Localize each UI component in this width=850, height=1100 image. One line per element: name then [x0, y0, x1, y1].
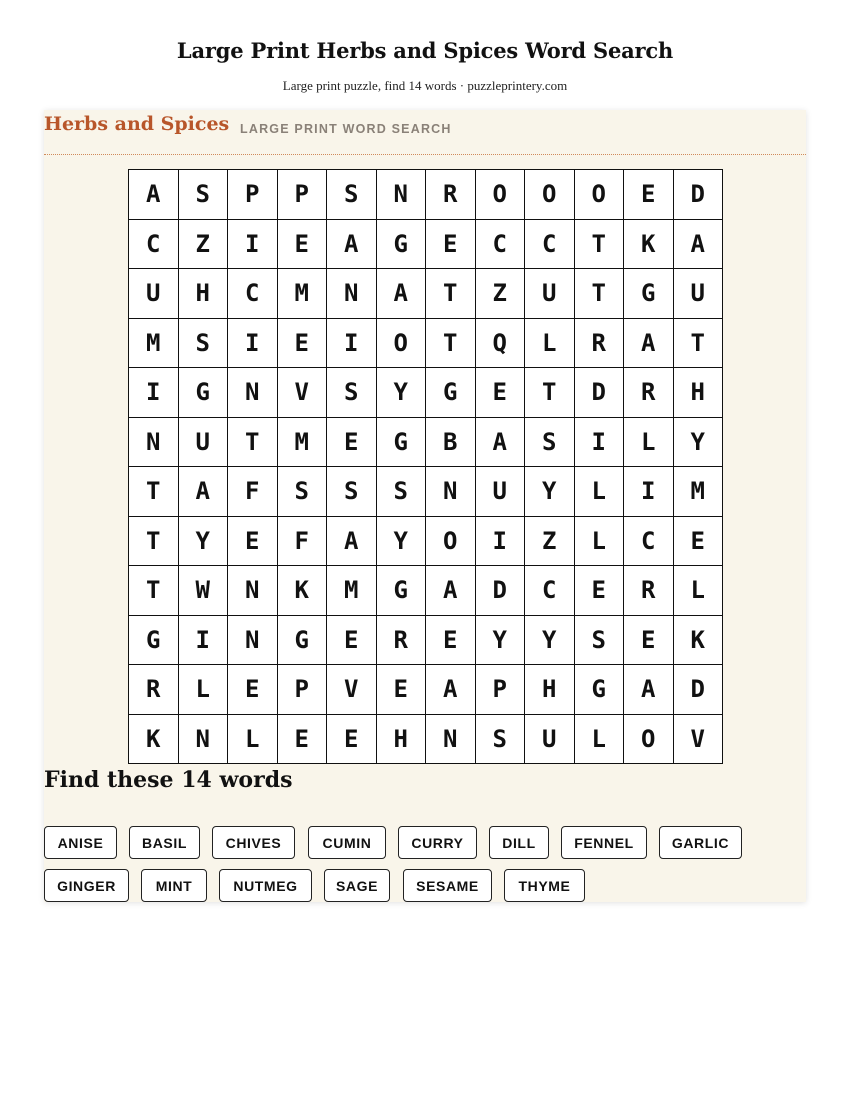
- grid-cell[interactable]: D: [674, 170, 724, 220]
- grid-cell[interactable]: E: [278, 319, 328, 369]
- grid-cell[interactable]: Y: [476, 616, 526, 666]
- grid-cell[interactable]: U: [525, 715, 575, 765]
- grid-cell[interactable]: C: [476, 220, 526, 270]
- letter-grid: [128, 169, 723, 764]
- word-chip: GARLIC: [659, 826, 742, 859]
- card-header: [44, 110, 806, 155]
- grid-cell[interactable]: T: [525, 368, 575, 418]
- grid-cell[interactable]: S: [476, 715, 526, 765]
- grid-cell[interactable]: L: [575, 715, 625, 765]
- grid-cell[interactable]: A: [327, 517, 377, 567]
- grid-cell[interactable]: V: [278, 368, 328, 418]
- grid-cell[interactable]: I: [476, 517, 526, 567]
- grid-cell[interactable]: T: [674, 319, 724, 369]
- grid-cell[interactable]: T: [575, 269, 625, 319]
- grid-cell[interactable]: E: [624, 616, 674, 666]
- grid-cell[interactable]: P: [278, 170, 328, 220]
- grid-cell[interactable]: D: [674, 665, 724, 715]
- grid-cell[interactable]: I: [624, 467, 674, 517]
- page-title: Large Print Herbs and Spices Word Search: [176, 38, 674, 63]
- grid-cell[interactable]: E: [624, 170, 674, 220]
- grid-cell[interactable]: R: [575, 319, 625, 369]
- word-chip: ANISE: [44, 826, 117, 859]
- grid-cell[interactable]: E: [228, 665, 278, 715]
- grid-cell[interactable]: P: [476, 665, 526, 715]
- grid-cell[interactable]: Y: [525, 616, 575, 666]
- grid-cell[interactable]: G: [377, 566, 427, 616]
- grid-cell[interactable]: T: [228, 418, 278, 468]
- grid-cell[interactable]: L: [575, 517, 625, 567]
- grid-cell[interactable]: E: [228, 517, 278, 567]
- grid-cell[interactable]: F: [228, 467, 278, 517]
- grid-cell[interactable]: M: [278, 418, 328, 468]
- grid-cell[interactable]: R: [624, 368, 674, 418]
- grid-cell[interactable]: E: [674, 517, 724, 567]
- grid-cell[interactable]: E: [327, 418, 377, 468]
- grid-cell[interactable]: E: [278, 220, 328, 270]
- grid-cell[interactable]: N: [179, 715, 229, 765]
- grid-cell[interactable]: N: [426, 467, 476, 517]
- grid-cell[interactable]: E: [327, 715, 377, 765]
- word-chip: GINGER: [44, 869, 129, 902]
- grid-cell[interactable]: M: [674, 467, 724, 517]
- card-title: Herbs and Spices: [44, 113, 230, 135]
- grid-cell[interactable]: N: [129, 418, 179, 468]
- grid-cell[interactable]: Z: [525, 517, 575, 567]
- grid-cell[interactable]: I: [228, 220, 278, 270]
- grid-cell[interactable]: A: [624, 319, 674, 369]
- grid-cell[interactable]: H: [525, 665, 575, 715]
- grid-cell[interactable]: Z: [476, 269, 526, 319]
- grid-cell[interactable]: G: [377, 418, 427, 468]
- grid-cell[interactable]: K: [624, 220, 674, 270]
- grid-cell[interactable]: N: [426, 715, 476, 765]
- word-chip: THYME: [504, 869, 585, 902]
- grid-cell[interactable]: N: [327, 269, 377, 319]
- grid-cell[interactable]: S: [327, 368, 377, 418]
- grid-cell[interactable]: K: [129, 715, 179, 765]
- grid-cell[interactable]: S: [575, 616, 625, 666]
- grid-cell[interactable]: Y: [377, 517, 427, 567]
- grid-cell[interactable]: Q: [476, 319, 526, 369]
- grid-cell[interactable]: S: [179, 319, 229, 369]
- grid-cell[interactable]: H: [377, 715, 427, 765]
- word-chip: CHIVES: [212, 826, 295, 859]
- grid-cell[interactable]: P: [228, 170, 278, 220]
- grid-cell[interactable]: A: [674, 220, 724, 270]
- word-chip: SAGE: [324, 869, 390, 902]
- word-chip: MINT: [141, 869, 207, 902]
- word-chip: CUMIN: [308, 826, 386, 859]
- grid-cell[interactable]: S: [525, 418, 575, 468]
- grid-cell[interactable]: E: [476, 368, 526, 418]
- grid-cell[interactable]: E: [278, 715, 328, 765]
- grid-cell[interactable]: U: [674, 269, 724, 319]
- grid-cell[interactable]: G: [575, 665, 625, 715]
- grid-cell[interactable]: A: [179, 467, 229, 517]
- grid-cell[interactable]: M: [129, 319, 179, 369]
- page-subtitle: Large print puzzle, find 14 words · puzzleprintery.com: [282, 78, 568, 93]
- grid-cell[interactable]: L: [179, 665, 229, 715]
- grid-cell[interactable]: M: [278, 269, 328, 319]
- grid-cell[interactable]: B: [426, 418, 476, 468]
- word-chip: DILL: [489, 826, 549, 859]
- grid-cell[interactable]: C: [525, 220, 575, 270]
- grid-cell[interactable]: R: [624, 566, 674, 616]
- grid-cell[interactable]: F: [278, 517, 328, 567]
- card-kicker: LARGE PRINT WORD SEARCH: [240, 122, 452, 136]
- grid-cell[interactable]: L: [674, 566, 724, 616]
- grid-cell[interactable]: D: [476, 566, 526, 616]
- grid-cell[interactable]: I: [129, 368, 179, 418]
- grid-cell[interactable]: P: [278, 665, 328, 715]
- grid-cell[interactable]: H: [179, 269, 229, 319]
- grid-cell[interactable]: O: [476, 170, 526, 220]
- grid-cell[interactable]: U: [476, 467, 526, 517]
- grid-cell[interactable]: O: [525, 170, 575, 220]
- grid-cell[interactable]: S: [327, 467, 377, 517]
- grid-cell[interactable]: U: [179, 418, 229, 468]
- grid-cell[interactable]: N: [228, 368, 278, 418]
- grid-cell[interactable]: A: [476, 418, 526, 468]
- grid-cell[interactable]: A: [426, 566, 476, 616]
- grid-cell[interactable]: I: [228, 319, 278, 369]
- grid-cell[interactable]: V: [327, 665, 377, 715]
- grid-cell[interactable]: O: [426, 517, 476, 567]
- word-chip: FENNEL: [561, 826, 647, 859]
- grid-cell[interactable]: E: [575, 566, 625, 616]
- grid-cell[interactable]: D: [575, 368, 625, 418]
- grid-cell[interactable]: O: [377, 319, 427, 369]
- grid-cell[interactable]: G: [377, 220, 427, 270]
- grid-cell[interactable]: L: [624, 418, 674, 468]
- word-list-heading: Find these 14 words: [44, 767, 293, 793]
- grid-cell[interactable]: N: [228, 566, 278, 616]
- grid-cell[interactable]: M: [327, 566, 377, 616]
- word-chip: SESAME: [403, 869, 492, 902]
- grid-cell[interactable]: A: [327, 220, 377, 270]
- grid-cell[interactable]: T: [129, 566, 179, 616]
- grid-cell[interactable]: Y: [525, 467, 575, 517]
- grid-cell[interactable]: I: [179, 616, 229, 666]
- grid-cell[interactable]: Y: [377, 368, 427, 418]
- grid-cell[interactable]: G: [129, 616, 179, 666]
- grid-cell[interactable]: N: [377, 170, 427, 220]
- grid-cell[interactable]: U: [129, 269, 179, 319]
- grid-cell[interactable]: K: [674, 616, 724, 666]
- grid-cell[interactable]: C: [525, 566, 575, 616]
- grid-cell[interactable]: S: [278, 467, 328, 517]
- grid-cell[interactable]: C: [624, 517, 674, 567]
- grid-cell[interactable]: A: [377, 269, 427, 319]
- grid-cell[interactable]: W: [179, 566, 229, 616]
- grid-cell[interactable]: T: [426, 269, 476, 319]
- grid-cell[interactable]: H: [674, 368, 724, 418]
- grid-cell[interactable]: I: [327, 319, 377, 369]
- grid-cell[interactable]: G: [179, 368, 229, 418]
- grid-cell[interactable]: T: [129, 517, 179, 567]
- grid-cell[interactable]: Z: [179, 220, 229, 270]
- grid-cell[interactable]: U: [525, 269, 575, 319]
- grid-cell[interactable]: L: [575, 467, 625, 517]
- grid-cell[interactable]: G: [624, 269, 674, 319]
- grid-cell[interactable]: R: [377, 616, 427, 666]
- grid-cell[interactable]: A: [426, 665, 476, 715]
- grid-cell[interactable]: O: [624, 715, 674, 765]
- grid-cell[interactable]: I: [575, 418, 625, 468]
- grid-cell[interactable]: Y: [179, 517, 229, 567]
- grid-cell[interactable]: K: [278, 566, 328, 616]
- grid-cell[interactable]: C: [228, 269, 278, 319]
- grid-cell[interactable]: S: [179, 170, 229, 220]
- grid-cell[interactable]: L: [228, 715, 278, 765]
- grid-cell[interactable]: E: [327, 616, 377, 666]
- grid-cell[interactable]: S: [327, 170, 377, 220]
- grid-cell[interactable]: E: [377, 665, 427, 715]
- puzzle-card: [44, 110, 806, 902]
- grid-cell[interactable]: A: [624, 665, 674, 715]
- grid-cell[interactable]: T: [426, 319, 476, 369]
- word-chip: NUTMEG: [219, 869, 312, 902]
- grid-cell[interactable]: N: [228, 616, 278, 666]
- grid-cell[interactable]: Y: [674, 418, 724, 468]
- grid-cell[interactable]: A: [129, 170, 179, 220]
- grid-cell[interactable]: G: [426, 368, 476, 418]
- grid-cell[interactable]: E: [426, 616, 476, 666]
- grid-cell[interactable]: T: [575, 220, 625, 270]
- grid-cell[interactable]: V: [674, 715, 724, 765]
- grid-cell[interactable]: S: [377, 467, 427, 517]
- word-chip: CURRY: [398, 826, 477, 859]
- grid-cell[interactable]: T: [129, 467, 179, 517]
- grid-cell[interactable]: E: [426, 220, 476, 270]
- grid-cell[interactable]: R: [129, 665, 179, 715]
- grid-cell[interactable]: O: [575, 170, 625, 220]
- grid-cell[interactable]: R: [426, 170, 476, 220]
- grid-cell[interactable]: C: [129, 220, 179, 270]
- grid-cell[interactable]: G: [278, 616, 328, 666]
- grid-cell[interactable]: L: [525, 319, 575, 369]
- word-chip: BASIL: [129, 826, 200, 859]
